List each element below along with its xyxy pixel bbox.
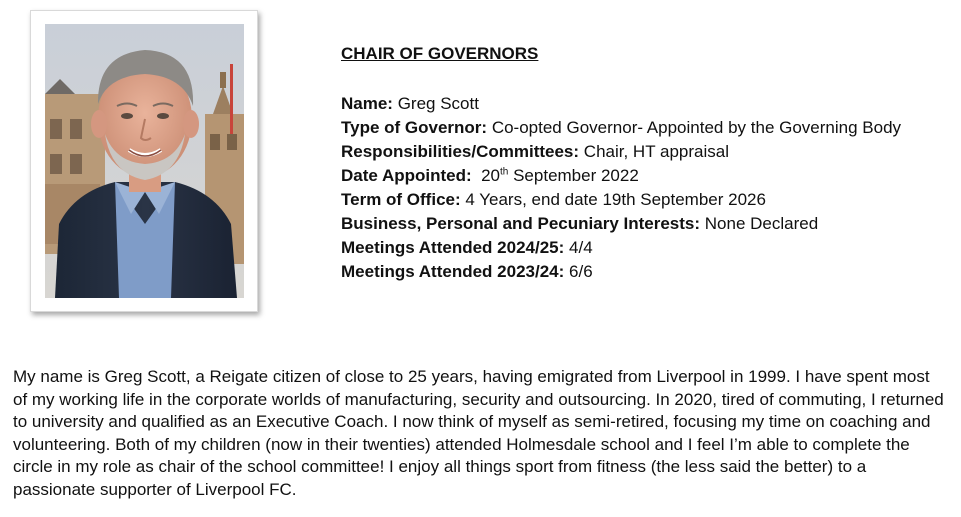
governor-details	[341, 42, 951, 284]
responsibilities-row	[341, 140, 951, 164]
type-value: Co-opted Governor- Appointed by the Governing Body	[491, 118, 902, 137]
name-value: Greg Scott	[397, 94, 479, 113]
date-appointed-suffix: th	[500, 166, 509, 178]
governor-photo-frame	[30, 10, 258, 312]
meetings-2324-row	[341, 260, 951, 284]
name-label: Name:	[341, 94, 393, 113]
interests-row	[341, 212, 951, 236]
type-row	[341, 116, 951, 140]
page-title: CHAIR OF GOVERNORS	[341, 44, 539, 63]
meetings-2425-row	[341, 236, 951, 260]
responsibilities-label: Responsibilities/Committees:	[341, 142, 580, 161]
governor-portrait	[45, 24, 244, 298]
name-row	[341, 92, 951, 116]
interests-value: None Declared	[704, 214, 819, 233]
term-row	[341, 188, 951, 212]
type-label: Type of Governor:	[341, 118, 488, 137]
interests-label: Business, Personal and Pecuniary Interests:	[341, 214, 701, 233]
date-appointed-row	[341, 164, 951, 188]
term-label: Term of Office:	[341, 190, 461, 209]
date-appointed-label: Date Appointed:	[341, 166, 472, 185]
meetings-2425-label: Meetings Attended 2024/25:	[341, 238, 565, 257]
meetings-2324-value: 6/6	[569, 262, 593, 281]
date-appointed-day: 20	[481, 166, 501, 185]
meetings-2425-value: 4/4	[569, 238, 593, 257]
date-appointed-rest: September 2022	[513, 166, 639, 185]
responsibilities-value: Chair, HT appraisal	[583, 142, 729, 161]
meetings-2324-label: Meetings Attended 2023/24:	[341, 262, 565, 281]
biography-paragraph: My name is Greg Scott, a Reigate citizen of close to 25 years, having emigrated from Liverpool in 1999. I have spent most of my working life in the corporate worlds of manufacturing, security and outsourcing. In 2020, tired of commuting, I returned to university and qualified as an Executive Coach. I now think of myself as semi-retired, focusing my time on coaching and volunteering. Both of my children (now in their twenties) attended Holmesdale school and I feel I’m able to complete the circle in my role as chair of the school committee! I enjoy all things sport from fitness (the less said the better) to a passionate supporter of Liverpool FC.	[13, 367, 944, 499]
term-value: 4 Years, end date 19th September 2026	[465, 190, 766, 209]
